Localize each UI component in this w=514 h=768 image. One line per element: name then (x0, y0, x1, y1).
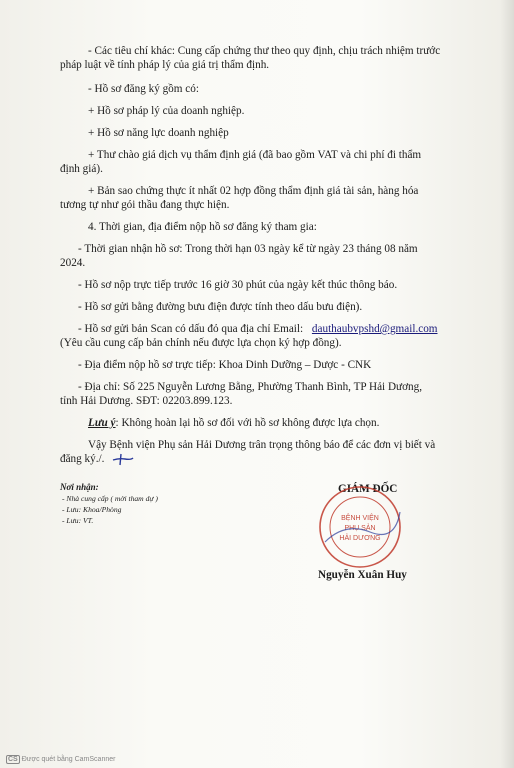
stamp-line: HẢI DƯƠNG (339, 535, 381, 542)
camscanner-logo: CS (8, 756, 18, 763)
signer-name: Nguyễn Xuân Huy (318, 569, 407, 581)
recipient-item: - Nhà cung cấp ( mời tham dự ) (62, 494, 158, 503)
doc-item-contracts-cont: tương tự như gói thầu đang thực hiện. (60, 199, 230, 211)
doc-item-contracts: + Bản sao chứng thực ít nhất 02 hợp đồng thẩm định giá tài sản, hàng hóa (88, 185, 419, 197)
address-line: - Địa chỉ: Số 225 Nguyễn Lương Bằng, Phường Thanh Bình, TP Hải Dương, (78, 381, 422, 393)
postal-submission: - Hồ sơ gửi bằng đường bưu điện được tính theo dấu bưu điện). (78, 301, 363, 313)
doc-item-quote-cont: định giá). (60, 163, 103, 175)
email-link[interactable]: dauthaubvpshd@gmail.com (311, 323, 438, 335)
email-submission (78, 322, 438, 336)
scanner-footer (6, 755, 115, 764)
note-colon: : (115, 417, 122, 429)
handwritten-mark (111, 452, 135, 466)
recipients-title: Nơi nhận: (60, 482, 99, 492)
doc-item-capacity: + Hồ sơ năng lực doanh nghiệp (88, 127, 229, 139)
recipient-item: - Lưu: Khoa/Phòng (62, 505, 122, 514)
closing-line-end: đăng ký./. (60, 453, 105, 465)
criteria-line-cont: pháp luật về tính pháp lý của giá trị thẩm định. (60, 59, 270, 71)
official-stamp (315, 482, 405, 572)
original-copy-note: (Yêu cầu cung cấp bản chính nếu được lựa chọn ký hợp đồng). (60, 337, 342, 349)
note-label: Lưu ý (88, 417, 116, 429)
direct-submission: - Hồ sơ nộp trực tiếp trước 16 giờ 30 phút của ngày kết thúc thông báo. (78, 279, 398, 291)
recipient-item: - Lưu: VT. (62, 516, 94, 525)
section-4-heading: 4. Thời gian, địa điểm nộp hồ sơ đăng ký tham gia: (88, 221, 317, 233)
page-edge-shadow (500, 0, 514, 768)
closing-line: Vậy Bệnh viện Phụ sản Hải Dương trân trọng thông báo để các đơn vị biết và (88, 439, 436, 451)
doc-item-legal: + Hồ sơ pháp lý của doanh nghiệp. (88, 105, 245, 117)
criteria-line: - Các tiêu chí khác: Cung cấp chứng thư theo quy định, chịu trách nhiệm trước (88, 45, 441, 57)
note-line (88, 416, 379, 430)
receive-time: - Thời gian nhận hồ sơ: Trong thời hạn 03 ngày kể từ ngày 23 tháng 08 năm (78, 243, 418, 255)
receive-time-cont: 2024. (60, 257, 86, 269)
stamp-line: PHỤ SẢN (344, 525, 376, 532)
address-line-cont: tỉnh Hải Dương. SĐT: 02203.899.123. (60, 395, 233, 407)
doc-item-quote: + Thư chào giá dịch vụ thẩm định giá (đã bao gồm VAT và chi phí đi thẩm (88, 149, 422, 161)
submission-location: - Địa điểm nộp hồ sơ trực tiếp: Khoa Dinh Dưỡng – Dược - CNK (78, 359, 372, 371)
registration-docs-heading: - Hồ sơ đăng ký gồm có: (88, 83, 199, 95)
stamp-line: BỆNH VIỆN (341, 515, 379, 522)
email-submission-label: - Hồ sơ gửi bản Scan có dấu đỏ qua địa chỉ Email: (78, 323, 304, 335)
camscanner-text: Được quét bằng CamScanner (21, 756, 116, 763)
signer-title: GIÁM ĐỐC (338, 483, 398, 495)
note-text: Không hoàn lại hồ sơ đối với hồ sơ không được lựa chọn. (121, 417, 380, 429)
closing-line-cont (60, 452, 135, 466)
